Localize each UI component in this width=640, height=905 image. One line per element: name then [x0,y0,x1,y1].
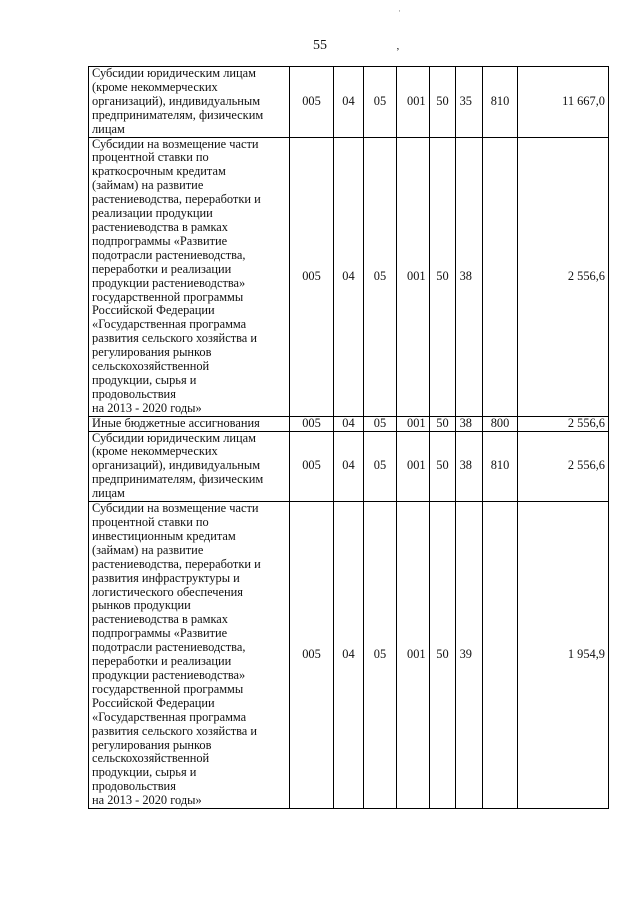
ministry-code-cell: 005 [290,137,334,416]
table-row [89,67,609,138]
subsection-code-cell: 05 [364,416,397,431]
target-article-part1-cell: 001 [397,416,430,431]
section-code-cell: 04 [334,502,364,809]
subsection-code-cell: 05 [364,137,397,416]
budget-table [88,66,609,809]
amount-cell: 2 556,6 [518,137,609,416]
amount-cell: 2 556,6 [518,416,609,431]
target-article-part1-cell: 001 [397,431,430,502]
table-row [89,431,609,502]
target-article-part2-cell: 50 [430,502,456,809]
target-article-part1-cell: 001 [397,137,430,416]
description-cell: Субсидии на возмещение части процентной ставки по инвестиционным кредитам (займам) на развитие растениеводства, переработки и развития инфраструктуры и логистического обеспечения рынков продукции растениеводства в рамках подпрограммы «Развитие подотрасли растениеводства, переработки и реализации продукции растениеводства» государственной программы Российской Федерации «Государственная программа развития сельского хозяйства и регулирования рынков сельскохозяйственной продукции, сырья и продовольствия на 2013 - 2020 годы» [89,502,290,809]
page-number: 55 [313,38,327,53]
expense-type-cell: 810 [483,431,518,502]
target-article-part3-cell: 38 [456,416,483,431]
target-article-part2-cell: 50 [430,416,456,431]
description-cell: Субсидии юридическим лицам (кроме некоммерческих организаций), индивидуальным предпринимателям, физическим лицам [89,67,290,138]
target-article-part3-cell: 39 [456,502,483,809]
expense-type-cell [483,137,518,416]
scan-speck: · [398,6,401,16]
target-article-part3-cell: 35 [456,67,483,138]
amount-cell: 1 954,9 [518,502,609,809]
ministry-code-cell: 005 [290,431,334,502]
amount-cell: 2 556,6 [518,431,609,502]
target-article-part1-cell: 001 [397,67,430,138]
description-cell: Иные бюджетные ассигнования [89,416,290,431]
amount-cell: 11 667,0 [518,67,609,138]
subsection-code-cell: 05 [364,67,397,138]
subsection-code-cell: 05 [364,431,397,502]
expense-type-cell: 810 [483,67,518,138]
section-code-cell: 04 [334,137,364,416]
description-cell: Субсидии юридическим лицам (кроме некоммерческих организаций), индивидуальным предпринимателям, физическим лицам [89,431,290,502]
handwritten-mark: ‚ [396,40,400,52]
target-article-part1-cell: 001 [397,502,430,809]
table-row [89,502,609,809]
target-article-part2-cell: 50 [430,431,456,502]
table-row [89,137,609,416]
expense-type-cell [483,502,518,809]
ministry-code-cell: 005 [290,416,334,431]
budget-table-body [89,67,609,809]
section-code-cell: 04 [334,416,364,431]
description-cell: Субсидии на возмещение части процентной ставки по краткосрочным кредитам (займам) на развитие растениеводства, переработки и реализации продукции растениеводства в рамках подпрограммы «Развитие подотрасли растениеводства, переработки и реализации продукции растениеводства» государственной программы Российской Федерации «Государственная программа развития сельского хозяйства и регулирования рынков сельскохозяйственной продукции, сырья и продовольствия на 2013 - 2020 годы» [89,137,290,416]
subsection-code-cell: 05 [364,502,397,809]
target-article-part3-cell: 38 [456,431,483,502]
ministry-code-cell: 005 [290,67,334,138]
section-code-cell: 04 [334,67,364,138]
ministry-code-cell: 005 [290,502,334,809]
target-article-part2-cell: 50 [430,137,456,416]
target-article-part3-cell: 38 [456,137,483,416]
section-code-cell: 04 [334,431,364,502]
target-article-part2-cell: 50 [430,67,456,138]
table-row [89,416,609,431]
expense-type-cell: 800 [483,416,518,431]
